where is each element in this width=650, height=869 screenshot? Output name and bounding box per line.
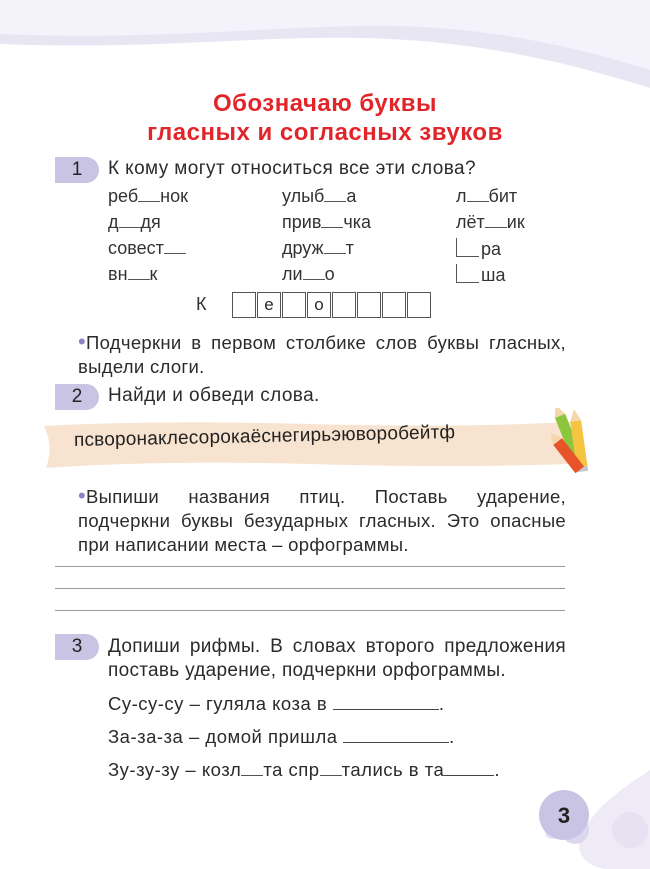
word-column-3 bbox=[456, 186, 525, 290]
rhyme-line: Су-су-су – гуляла коза в . bbox=[108, 693, 445, 714]
writing-line[interactable] bbox=[55, 566, 565, 567]
task3-question: Допиши рифмы. В словах второго предложения поставь ударение, подчеркни орфограммы. bbox=[108, 636, 566, 681]
word-item: ли о bbox=[282, 264, 335, 284]
bullet-dot-icon: • bbox=[78, 483, 87, 508]
letter-string[interactable]: псворонаклесорокаёснегирьэюворобейтф bbox=[73, 422, 456, 451]
answer-blank[interactable] bbox=[343, 730, 449, 743]
grid-start-letter: К bbox=[196, 294, 207, 314]
word-item: ша bbox=[456, 264, 525, 290]
word-item: прив чка bbox=[282, 212, 372, 232]
writing-line[interactable] bbox=[55, 610, 565, 611]
word-item: реб нок bbox=[108, 186, 188, 206]
word-column-2 bbox=[282, 186, 371, 290]
word-column-1 bbox=[108, 186, 188, 290]
grid-cell[interactable] bbox=[232, 292, 256, 318]
task-number-badge: 1 bbox=[55, 157, 99, 183]
page-number: 3 bbox=[557, 803, 571, 828]
page-title-line1: Обозначаю буквы bbox=[212, 90, 438, 117]
grid-cell[interactable]: о bbox=[307, 292, 331, 318]
letter-grid bbox=[232, 292, 432, 318]
task1-question: К кому могут относиться все эти слова? bbox=[108, 158, 476, 179]
task1-instruction: •Подчеркни в первом столбике слов буквы гласных, выдели слоги. bbox=[78, 329, 566, 377]
page-title-line2: гласных и согласных звуков bbox=[147, 119, 503, 146]
rhyme-line: Зу-зу-зу – козл та спр тались в та . bbox=[108, 759, 500, 780]
grid-cell[interactable] bbox=[332, 292, 356, 318]
task-number-badge: 3 bbox=[55, 634, 99, 660]
pencils-icon bbox=[545, 408, 595, 476]
word-item: вн к bbox=[108, 264, 158, 284]
writing-line[interactable] bbox=[55, 588, 565, 589]
task-number-badge: 2 bbox=[55, 384, 99, 410]
word-item: д дя bbox=[108, 212, 161, 232]
answer-blank[interactable] bbox=[333, 697, 439, 710]
task2-instruction: •Выпиши названия птиц. Поставь ударение, подчеркни буквы безударных гласных. Это опасные при написании места – орфограммы. bbox=[78, 483, 566, 555]
grid-cell[interactable]: е bbox=[257, 292, 281, 318]
grid-cell[interactable] bbox=[282, 292, 306, 318]
word-item: лёт ик bbox=[456, 212, 525, 232]
word-item: л бит bbox=[456, 186, 518, 206]
word-item: друж т bbox=[282, 238, 354, 258]
word-item: улыб а bbox=[282, 186, 357, 206]
rhyme-line: За-за-за – домой пришла . bbox=[108, 726, 455, 747]
bullet-dot-icon: • bbox=[78, 329, 87, 354]
grid-cell[interactable] bbox=[357, 292, 381, 318]
word-item: ра bbox=[456, 238, 525, 264]
word-item: совест bbox=[108, 238, 188, 264]
grid-cell[interactable] bbox=[382, 292, 406, 318]
grid-cell[interactable] bbox=[407, 292, 431, 318]
top-wave-decoration bbox=[0, 0, 650, 100]
task2-question: Найди и обведи слова. bbox=[108, 385, 320, 406]
